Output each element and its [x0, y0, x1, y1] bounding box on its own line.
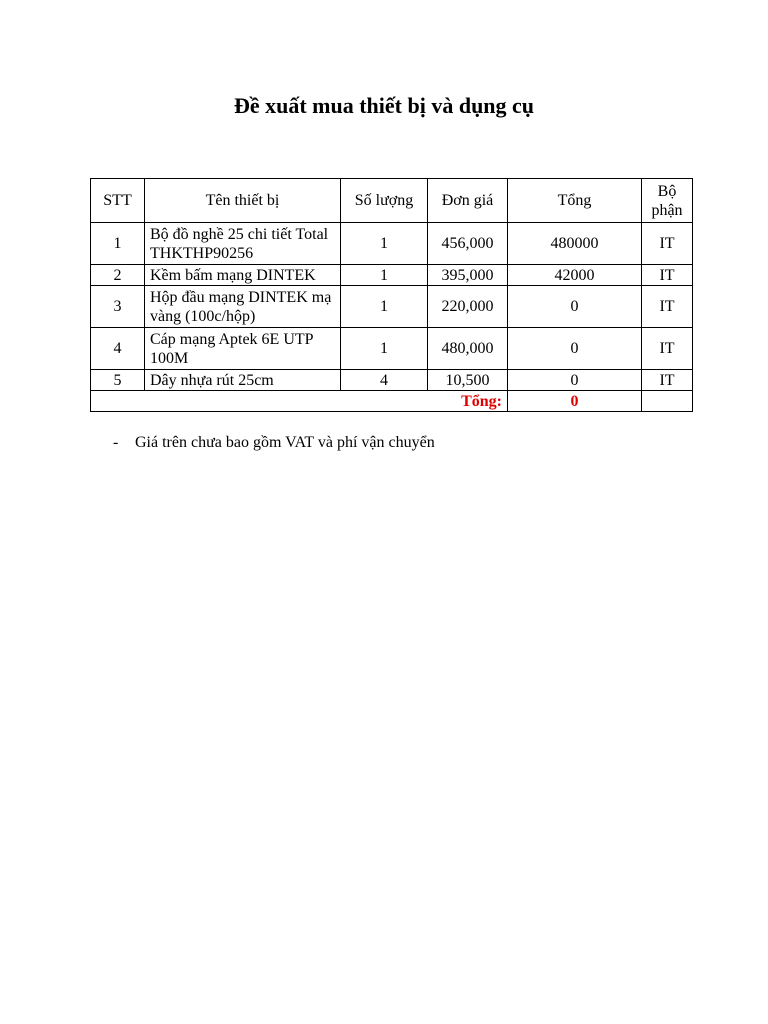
header-total: Tổng [508, 179, 642, 223]
cell-dept: IT [642, 328, 693, 370]
cell-unit-price: 10,500 [428, 370, 508, 391]
cell-stt: 2 [91, 265, 145, 286]
cell-name: Hộp đầu mạng DINTEK mạ vàng (100c/hộp) [145, 286, 341, 328]
table-row [91, 265, 693, 286]
table-header-row [91, 179, 693, 223]
cell-stt: 5 [91, 370, 145, 391]
page-title: Đề xuất mua thiết bị và dụng cụ [233, 93, 535, 118]
cell-name: Kềm bấm mạng DINTEK [145, 265, 341, 286]
cell-total: 0 [508, 328, 642, 370]
cell-name: Dây nhựa rút 25cm [145, 370, 341, 391]
cell-total: 0 [508, 370, 642, 391]
cell-dept: IT [642, 286, 693, 328]
cell-total: 480000 [508, 223, 642, 265]
cell-unit-price: 395,000 [428, 265, 508, 286]
header-name: Tên thiết bị [145, 179, 341, 223]
cell-dept: IT [642, 265, 693, 286]
table-row [91, 286, 693, 328]
cell-unit-price: 220,000 [428, 286, 508, 328]
grand-total-value: 0 [508, 391, 642, 412]
cell-qty: 1 [341, 265, 428, 286]
cell-qty: 4 [341, 370, 428, 391]
table-total-row [91, 391, 693, 412]
note-text: Giá trên chưa bao gồm VAT và phí vận chuyển [135, 434, 435, 451]
price-note [113, 434, 435, 452]
note-bullet: - [113, 434, 119, 451]
cell-dept: IT [642, 223, 693, 265]
cell-qty: 1 [341, 286, 428, 328]
header-unit-price: Đơn giá [428, 179, 508, 223]
header-stt: STT [91, 179, 145, 223]
cell-qty: 1 [341, 328, 428, 370]
cell-dept: IT [642, 370, 693, 391]
header-qty: Số lượng [341, 179, 428, 223]
cell-name: Cáp mạng Aptek 6E UTP 100M [145, 328, 341, 370]
cell-name: Bộ đồ nghề 25 chi tiết Total THKTHP90256 [145, 223, 341, 265]
grand-total-label: Tổng: [91, 391, 508, 412]
table-row [91, 223, 693, 265]
cell-total: 42000 [508, 265, 642, 286]
equipment-table [90, 178, 693, 412]
grand-total-empty-cell [642, 391, 693, 412]
cell-unit-price: 480,000 [428, 328, 508, 370]
cell-unit-price: 456,000 [428, 223, 508, 265]
cell-stt: 4 [91, 328, 145, 370]
cell-total: 0 [508, 286, 642, 328]
cell-stt: 3 [91, 286, 145, 328]
table-row [91, 370, 693, 391]
cell-stt: 1 [91, 223, 145, 265]
header-dept: Bộ phận [642, 179, 693, 223]
cell-qty: 1 [341, 223, 428, 265]
table-row [91, 328, 693, 370]
